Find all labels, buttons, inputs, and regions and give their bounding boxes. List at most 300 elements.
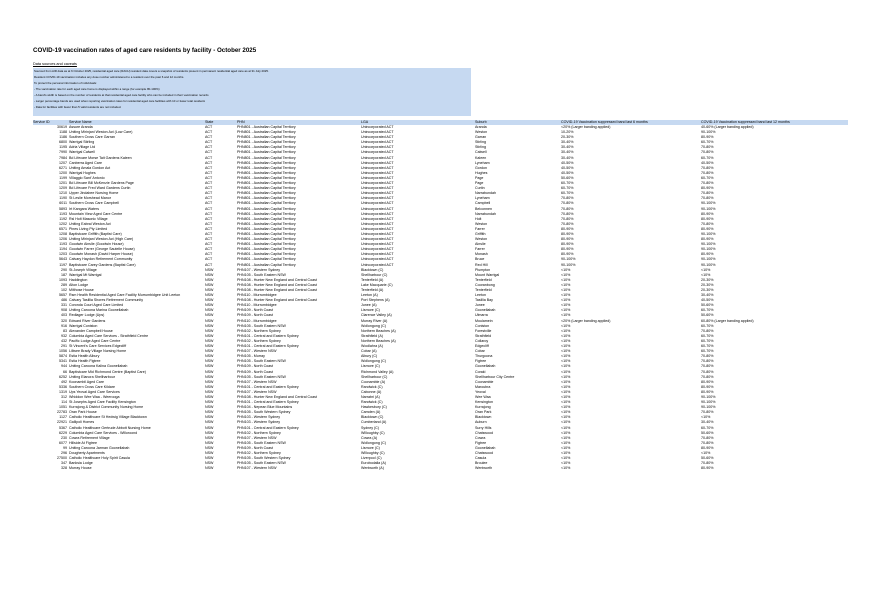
cell-lga: Willoughby (C) <box>361 451 385 455</box>
cell-state: NSW <box>205 364 214 369</box>
note-line: - A band's width is based on the number of residents at that residential aged care facility who can be included in their vaccination records <box>34 94 209 97</box>
cell-vacc-12-months: 80-90% <box>701 216 714 221</box>
cell-service-id: 5341 <box>59 359 67 364</box>
cell-lga: Narrabri (A) <box>361 394 380 399</box>
cell-phn: PHN801 - Australian Capital Territory <box>237 216 296 221</box>
cell-phn: PHN108 - Hunter New England and Central Coast <box>237 277 317 282</box>
cell-vacc-6-months: <10% <box>561 405 571 410</box>
column-header-vacc-6-months: COVID-19 Vaccination suppressed band last 6 months <box>561 120 648 124</box>
cell-phn: PHN109 - North Coast <box>237 313 273 318</box>
cell-vacc-12-months: 70-80% <box>701 150 714 155</box>
cell-phn: PHN102 - Northern Sydney <box>237 328 281 333</box>
cell-suburb: Chatswood <box>475 451 493 455</box>
cell-phn: PHN801 - Australian Capital Territory <box>237 170 296 175</box>
cell-lga: Shellharbour (C) <box>361 272 388 277</box>
cell-vacc-12-months: 70-80% <box>701 328 714 333</box>
cell-service-id: 492 <box>61 379 67 384</box>
cell-suburb: Page <box>475 175 484 180</box>
cell-phn: PHN105 - South Eastern NSW <box>237 440 286 445</box>
cell-phn: PHN107 - Western NSW <box>237 435 277 440</box>
column-header-service-name: Service Name <box>69 120 92 124</box>
cell-state: NSW <box>205 400 214 405</box>
cell-state: NSW <box>205 344 214 349</box>
cell-service-id: 1192 <box>59 216 67 221</box>
cell-service-name: Columbia Aged Care Services - Willoroond <box>69 430 138 435</box>
cell-vacc-6-months: 10-20% <box>561 130 574 135</box>
cell-service-name: Adria Village Ltd <box>69 145 96 150</box>
cell-phn: PHN107 - Western NSW <box>237 349 277 354</box>
cell-vacc-6-months: <10% <box>561 364 571 369</box>
note-line: - Data for facilities with fewer than 5 valid residents are not included. <box>34 106 122 109</box>
cell-service-name: Uniting Mirinjani Weston Act (High Care) <box>69 237 134 242</box>
cell-lga: Unincorporated ACT <box>361 226 394 231</box>
cell-lga: Blacktown (C) <box>361 267 384 272</box>
cell-lga: Unincorporated ACT <box>361 150 394 155</box>
cell-state: NSW <box>205 282 214 287</box>
cell-state: NSW <box>205 354 214 359</box>
cell-service-name: Southern Cross Care Kildare <box>69 384 115 389</box>
cell-service-name: Murray House <box>69 466 92 471</box>
cell-service-id: 328 <box>61 466 67 471</box>
cell-suburb: Garran <box>475 135 487 140</box>
cell-service-id: 1197 <box>59 262 67 267</box>
cell-vacc-12-months: 50-60% <box>701 313 714 318</box>
cell-vacc-6-months: <10% <box>561 277 571 282</box>
cell-state: NSW <box>205 359 214 364</box>
cell-state: NSW <box>205 333 214 338</box>
cell-service-id: 320 <box>61 318 67 323</box>
cell-state: NSW <box>205 267 214 272</box>
cell-suburb: Kensington <box>475 400 493 405</box>
cell-suburb: Oran Park <box>475 410 492 415</box>
cell-phn: PHN105 - Murray <box>237 354 265 359</box>
cell-vacc-12-months: 60-70% <box>701 140 714 145</box>
cell-lga: Clarence Valley (A) <box>361 313 392 318</box>
cell-suburb: Goonellabah <box>475 445 496 450</box>
cell-suburb: Casula <box>475 456 487 461</box>
cell-service-id: 6271 <box>59 165 67 170</box>
cell-vacc-12-months: 20-30% <box>701 282 714 287</box>
cell-lga: Cobar (A) <box>361 349 377 354</box>
cell-service-name: Haddington <box>69 277 88 282</box>
cell-phn: PHN105 - South Eastern NSW <box>237 374 286 379</box>
cell-lga: Unincorporated ACT <box>361 221 394 226</box>
cell-vacc-12-months: 70-80% <box>701 145 714 150</box>
cell-lga: Wollongong (C) <box>361 359 386 364</box>
cell-phn: PHN108 - Hunter New England and Central Coast <box>237 394 317 399</box>
cell-suburb: Curtin <box>475 186 485 191</box>
cell-vacc-12-months: 60-70% <box>701 323 714 328</box>
cell-suburb: Coniston <box>475 323 490 328</box>
cell-phn: PHN109 - North Coast <box>237 369 273 374</box>
cell-service-name: Uniting Amala Gordon Act <box>69 165 111 170</box>
cell-lga: Unincorporated ACT <box>361 186 394 191</box>
cell-state: ACT <box>205 216 213 221</box>
cell-state: NSW <box>205 328 214 333</box>
cell-vacc-12-months: <10% <box>701 415 711 420</box>
cell-suburb: Bruce <box>475 257 485 262</box>
cell-vacc-6-months: <10% <box>561 456 571 461</box>
cell-service-name: Goodwin Ainslie (Goodwin House) <box>69 242 124 247</box>
cell-vacc-6-months: <10% <box>561 303 571 308</box>
cell-phn: PHN104 - Nepean Blue Mountains <box>237 405 293 410</box>
cell-state: ACT <box>205 257 213 262</box>
notes-box <box>33 68 471 116</box>
cell-service-name: Redlager Lodge (Ups) <box>69 313 105 318</box>
cell-vacc-12-months: 80-90% <box>701 226 714 231</box>
cell-state: NSW <box>205 379 214 384</box>
cell-phn: PHN103 - Western Sydney <box>237 420 281 425</box>
cell-vacc-12-months: 20-30% <box>701 288 714 292</box>
cell-phn: PHN801 - Australian Capital Territory <box>237 145 296 150</box>
cell-state: NSW <box>205 410 214 415</box>
cell-suburb: Red Hill <box>475 262 488 267</box>
cell-suburb: Plumpton <box>475 267 491 272</box>
cell-service-id: 1209 <box>59 186 67 191</box>
cell-lga: Cabonne (A) <box>361 389 382 394</box>
cell-vacc-12-months: 60-70% <box>701 175 714 180</box>
cell-vacc-12-months: <10% <box>701 267 711 272</box>
cell-lga: Albury (C) <box>361 354 378 359</box>
cell-service-id: 102 <box>61 288 67 292</box>
cell-phn: PHN801 - Australian Capital Territory <box>237 211 296 216</box>
cell-state: ACT <box>205 186 213 191</box>
cell-vacc-12-months: 80-90% <box>701 384 714 389</box>
cell-phn: PHN108 - Hunter New England and Central Coast <box>237 282 317 287</box>
cell-service-id: 5657 <box>59 293 67 298</box>
cell-state: ACT <box>205 201 213 206</box>
cell-phn: PHN105 - South Eastern NSW <box>237 359 286 364</box>
cell-vacc-6-months: <10% <box>561 400 571 405</box>
cell-state: ACT <box>205 130 213 135</box>
cell-state: ACT <box>205 191 213 196</box>
cell-vacc-6-months: <10% <box>561 288 571 292</box>
cell-vacc-12-months: 70-80% <box>701 440 714 445</box>
cell-service-id: 30619 <box>57 125 67 129</box>
cell-lga: Unincorporated ACT <box>361 145 394 150</box>
cell-service-id: 331 <box>61 303 67 308</box>
cell-service-name: Uniting Caroona Marina Goonellabah <box>69 308 129 313</box>
cell-vacc-12-months: 30-40% <box>701 420 714 425</box>
cell-lga: Shellharbour (C) <box>361 374 388 379</box>
cell-state: NSW <box>205 318 214 323</box>
cell-lga: Unincorporated ACT <box>361 160 394 165</box>
cell-lga: Unincorporated ACT <box>361 201 394 206</box>
cell-suburb: Ainslie <box>475 242 486 247</box>
cell-phn: PHN801 - Australian Capital Territory <box>237 201 296 206</box>
cell-vacc-12-months: 70-80% <box>701 181 714 186</box>
cell-suburb: Ulmarra <box>475 313 488 318</box>
cell-state: ACT <box>205 226 213 231</box>
cell-service-id: 1201 <box>59 181 67 186</box>
cell-phn: PHN105 - South Eastern NSW <box>237 323 286 328</box>
cell-service-name: Upper Jindabee Nursing Home <box>69 191 119 196</box>
cell-service-id: 1202 <box>59 221 67 226</box>
cell-phn: PHN109 - North Coast <box>237 364 273 369</box>
cell-service-name: Goodwin Farrer (George Sautelle House) <box>69 247 135 252</box>
cell-vacc-6-months: <10% <box>561 379 571 384</box>
cell-state: NSW <box>205 298 214 303</box>
cell-vacc-12-months: 70-80% <box>701 165 714 170</box>
cell-phn: PHN101 - Central and Eastern Sydney <box>237 344 299 349</box>
cell-suburb: Chatswood <box>475 430 493 435</box>
cell-service-id: 6252 <box>59 374 67 379</box>
cell-service-name: Uniting Eabrai Weston Act <box>69 221 111 226</box>
cell-suburb: Junee <box>475 303 485 308</box>
cell-vacc-6-months: <10% <box>561 384 571 389</box>
cell-lga: Unincorporated ACT <box>361 175 394 180</box>
cell-lga: Tenterfield (A) <box>361 277 384 282</box>
cell-vacc-12-months: 70-80% <box>701 170 714 175</box>
cell-phn: PHN801 - Australian Capital Territory <box>237 175 296 180</box>
cell-vacc-6-months: 60-70% <box>561 191 574 196</box>
cell-vacc-6-months: <10% <box>561 461 571 466</box>
cell-service-id: 187 <box>61 272 67 277</box>
cell-vacc-6-months: 50-60% <box>561 175 574 180</box>
cell-vacc-6-months: 40-50% <box>561 165 574 170</box>
cell-vacc-12-months: 80-90% <box>701 186 714 191</box>
cell-vacc-12-months: 80-90% <box>701 237 714 242</box>
cell-suburb: Stirling <box>475 140 486 145</box>
cell-service-id: 1206 <box>59 237 67 242</box>
cell-suburb: Gordon <box>475 165 487 170</box>
cell-vacc-6-months: 80-90% <box>561 231 574 236</box>
cell-state: NSW <box>205 303 214 308</box>
cell-lga: Cowra (A) <box>361 435 378 440</box>
cell-service-id: 916 <box>61 323 67 328</box>
cell-vacc-6-months: <10% <box>561 349 571 354</box>
cell-suburb: Strathfield <box>475 333 492 338</box>
column-header-phn: PHN <box>237 120 245 124</box>
cell-service-name: Baptistcare Griffith (Baptist Care) <box>69 231 122 236</box>
cell-phn: PHN801 - Australian Capital Territory <box>237 231 296 236</box>
cell-service-name: Dougherty Apartments <box>69 451 105 455</box>
data-sources-link[interactable]: Data sources and caveats <box>33 62 77 66</box>
cell-service-id: 1195 <box>59 145 67 150</box>
cell-state: NSW <box>205 451 214 455</box>
cell-vacc-6-months: 80-90% <box>561 247 574 252</box>
cell-state: NSW <box>205 349 214 354</box>
cell-vacc-12-months: 40-50% <box>701 160 714 165</box>
cell-lga: Unincorporated ACT <box>361 262 394 267</box>
note-line: - The vaccination rate for each aged care home is displayed within a range (for example 80-100%) <box>34 88 160 91</box>
cell-suburb: Cowra <box>475 435 486 440</box>
cell-suburb: Campbell <box>475 201 491 206</box>
cell-service-id: 6800 <box>59 140 67 145</box>
cell-phn: PHN105 - South Eastern NSW <box>237 461 286 466</box>
cell-vacc-12-months: 20-30% <box>701 277 714 282</box>
cell-lga: Unincorporated ACT <box>361 216 394 221</box>
cell-state: ACT <box>205 211 213 216</box>
cell-vacc-6-months: <10% <box>561 293 571 298</box>
cell-suburb: Lyneham <box>475 160 490 165</box>
cell-phn: PHN801 - Australian Capital Territory <box>237 226 296 231</box>
cell-phn: PHN101 - Central and Eastern Sydney <box>237 425 299 430</box>
cell-lga: Unincorporated ACT <box>361 237 394 242</box>
cell-suburb: Monash <box>475 252 488 257</box>
cell-state: NSW <box>205 374 214 379</box>
cell-phn: PHN107 - Western NSW <box>237 379 277 384</box>
cell-vacc-12-months: 70-80% <box>701 461 714 466</box>
cell-suburb: Weston <box>475 130 488 135</box>
cell-state: ACT <box>205 247 213 252</box>
cell-state: NSW <box>205 420 214 425</box>
cell-lga: Willoughby (C) <box>361 430 385 435</box>
cell-state: NSW <box>205 415 214 420</box>
cell-vacc-12-months: 60-70% <box>701 308 714 313</box>
cell-vacc-12-months: 90-100% <box>701 242 716 247</box>
cell-phn: PHN801 - Australian Capital Territory <box>237 165 296 170</box>
cell-state: NSW <box>205 389 214 394</box>
cell-vacc-6-months: 40-50% <box>561 170 574 175</box>
cell-vacc-12-months: 50-60% <box>701 303 714 308</box>
cell-state: ACT <box>205 221 213 226</box>
cell-state: ACT <box>205 165 213 170</box>
cell-state: ACT <box>205 170 213 175</box>
cell-suburb: Shellharbour City Centre <box>475 374 515 379</box>
cell-service-name: Columbia Aged Care Services - Strathfield Centre <box>69 333 149 338</box>
cell-phn: PHN108 - Hunter New England and Central Coast <box>237 288 317 292</box>
cell-vacc-12-months: <10% <box>701 451 711 455</box>
cell-service-id: 1193 <box>59 211 67 216</box>
cell-service-name: Rsl Holt Masonic Village <box>69 216 108 221</box>
cell-phn: PHN801 - Australian Capital Territory <box>237 252 296 257</box>
cell-suburb: Narrabundah <box>475 191 496 196</box>
cell-state: NSW <box>205 293 214 298</box>
cell-lga: Unincorporated ACT <box>361 196 394 201</box>
cell-service-name: Gallipoli Homes <box>69 420 95 425</box>
cell-vacc-12-months: 70-80% <box>701 369 714 374</box>
cell-vacc-6-months: <10% <box>561 344 571 349</box>
cell-vacc-6-months: 30-40% <box>561 145 574 150</box>
cell-phn: PHN801 - Australian Capital Territory <box>237 150 296 155</box>
cell-vacc-6-months: <10% <box>561 323 571 328</box>
cell-vacc-6-months: <10% <box>561 359 571 364</box>
table-row <box>33 466 848 471</box>
cell-service-id: 1127 <box>59 415 67 420</box>
cell-vacc-12-months: 90-100% <box>701 247 716 252</box>
cell-lga: Unincorporated ACT <box>361 206 394 211</box>
cell-service-name: Edward River Gardens <box>69 318 106 323</box>
cell-state: ACT <box>205 196 213 201</box>
cell-state: NSW <box>205 338 214 343</box>
cell-lga: Lismore (C) <box>361 364 380 369</box>
cell-suburb: Tenterfield <box>475 277 492 282</box>
cell-vacc-12-months: 70-80% <box>701 354 714 359</box>
cell-suburb: Farrer <box>475 247 485 252</box>
cell-suburb: Broulee <box>475 461 488 466</box>
cell-state: ACT <box>205 231 213 236</box>
cell-vacc-6-months: 80-90% <box>561 242 574 247</box>
cell-phn: PHN110 - Murrumbidgee <box>237 293 277 298</box>
cell-phn: PHN102 - Northern Sydney <box>237 451 281 455</box>
cell-phn: PHN801 - Australian Capital Territory <box>237 242 296 247</box>
cell-vacc-6-months: <10% <box>561 394 571 399</box>
cell-phn: PHN105 - South Western Sydney <box>237 456 291 461</box>
cell-state: NSW <box>205 425 214 430</box>
cell-service-name: Baptistcare Mid Richmond Centre (Baptist Care) <box>69 369 146 374</box>
cell-service-id: 1207 <box>59 160 67 165</box>
cell-vacc-12-months: 80-90% <box>701 252 714 257</box>
cell-vacc-6-months: 30-40% <box>561 140 574 145</box>
cell-suburb: Coraki <box>475 369 486 374</box>
cell-service-id: 291 <box>61 344 67 349</box>
cell-vacc-12-months: <10% <box>701 272 711 277</box>
cell-vacc-12-months: 40-60% (Larger banding applied) <box>701 125 754 129</box>
cell-service-id: 312 <box>61 394 67 399</box>
cell-service-name: Estia Health Albury <box>69 354 100 359</box>
cell-vacc-12-months: 50-60% <box>701 456 714 461</box>
page-title: COVID-19 vaccination rates of aged care residents by facility - October 2025 <box>33 47 257 54</box>
cell-suburb: Narrabundah <box>475 211 496 216</box>
cell-vacc-6-months: <20% (Larger banding applied) <box>561 318 611 323</box>
cell-phn: PHN801 - Australian Capital Territory <box>237 181 296 186</box>
cell-suburb: Hughes <box>475 170 488 175</box>
cell-lga: Northern Beaches (A) <box>361 328 396 333</box>
cell-vacc-12-months: 90-100% <box>701 130 716 135</box>
cell-suburb: Farrer <box>475 226 485 231</box>
cell-vacc-6-months: <10% <box>561 430 571 435</box>
cell-lga: Unincorporated ACT <box>361 231 394 236</box>
cell-phn: PHN110 - Murrumbidgee <box>237 318 277 323</box>
note-line: Sourced from AIR data as at 6 October 2025, residential aged care (RACH) resident data covers a snapshot of residents present in permanent residential aged care as at 31 July 2025. <box>34 70 269 73</box>
cell-phn: PHN109 - North Coast <box>237 445 273 450</box>
cell-suburb: Wentworth <box>475 466 493 471</box>
cell-service-name: Cowra Retirement Village <box>69 435 110 440</box>
cell-state: NSW <box>205 430 214 435</box>
cell-vacc-12-months: 90-100% <box>701 231 716 236</box>
cell-service-name: Pacific Lodge Aged Care Centre <box>69 338 121 343</box>
cell-service-id: 1190 <box>59 196 67 201</box>
cell-vacc-6-months: <10% <box>561 415 571 420</box>
cell-service-id: 1193 <box>59 242 67 247</box>
cell-service-name: St.Joseph Village <box>69 267 97 272</box>
cell-vacc-12-months: 80-90% <box>701 211 714 216</box>
cell-service-name: Canberra Aged Care <box>69 160 102 165</box>
cell-service-id: 296 <box>61 451 67 455</box>
cell-service-id: 908 <box>61 308 67 313</box>
cell-lga: Randwick (C) <box>361 384 383 389</box>
cell-state: ACT <box>205 145 213 150</box>
cell-vacc-6-months: <10% <box>561 420 571 425</box>
cell-service-name: Catholic Healthcare Holy Spirit Casula <box>69 456 130 461</box>
cell-suburb: Cooranbong <box>475 282 495 287</box>
cell-service-name: Catholic Healthcare St Hedwig Village Blacktown <box>69 415 147 420</box>
cell-service-name: Whiddon Wee Waa - Weerooga <box>69 394 120 399</box>
cell-vacc-6-months: <10% <box>561 328 571 333</box>
cell-vacc-12-months: 90-100% <box>701 262 716 267</box>
cell-suburb: Forestville <box>475 328 492 333</box>
cell-lga: Junee (A) <box>361 303 377 308</box>
cell-lga: Unincorporated ACT <box>361 125 394 129</box>
cell-lga: Unincorporated ACT <box>361 165 394 170</box>
cell-service-name: Lillwee Brady Village Nursing Home <box>69 349 127 354</box>
column-header-state: State <box>205 120 214 124</box>
cell-vacc-12-months: 80-90% <box>701 466 714 471</box>
cell-lga: Murray River (A) <box>361 318 388 323</box>
cell-state: NSW <box>205 461 214 466</box>
cell-state: NSW <box>205 466 214 471</box>
cell-lga: Unincorporated ACT <box>361 155 394 160</box>
cell-suburb: Cobar <box>475 349 485 354</box>
cell-service-name: Banksia Lodge <box>69 461 93 466</box>
cell-lga: Eurobodalla (A) <box>361 461 386 466</box>
cell-phn: PHN801 - Australian Capital Territory <box>237 257 296 262</box>
cell-lga: Unincorporated ACT <box>361 257 394 262</box>
cell-phn: PHN801 - Australian Capital Territory <box>237 160 296 165</box>
cell-phn: PHN102 - Northern Sydney <box>237 430 281 435</box>
cell-suburb: Blacktown <box>475 415 492 420</box>
